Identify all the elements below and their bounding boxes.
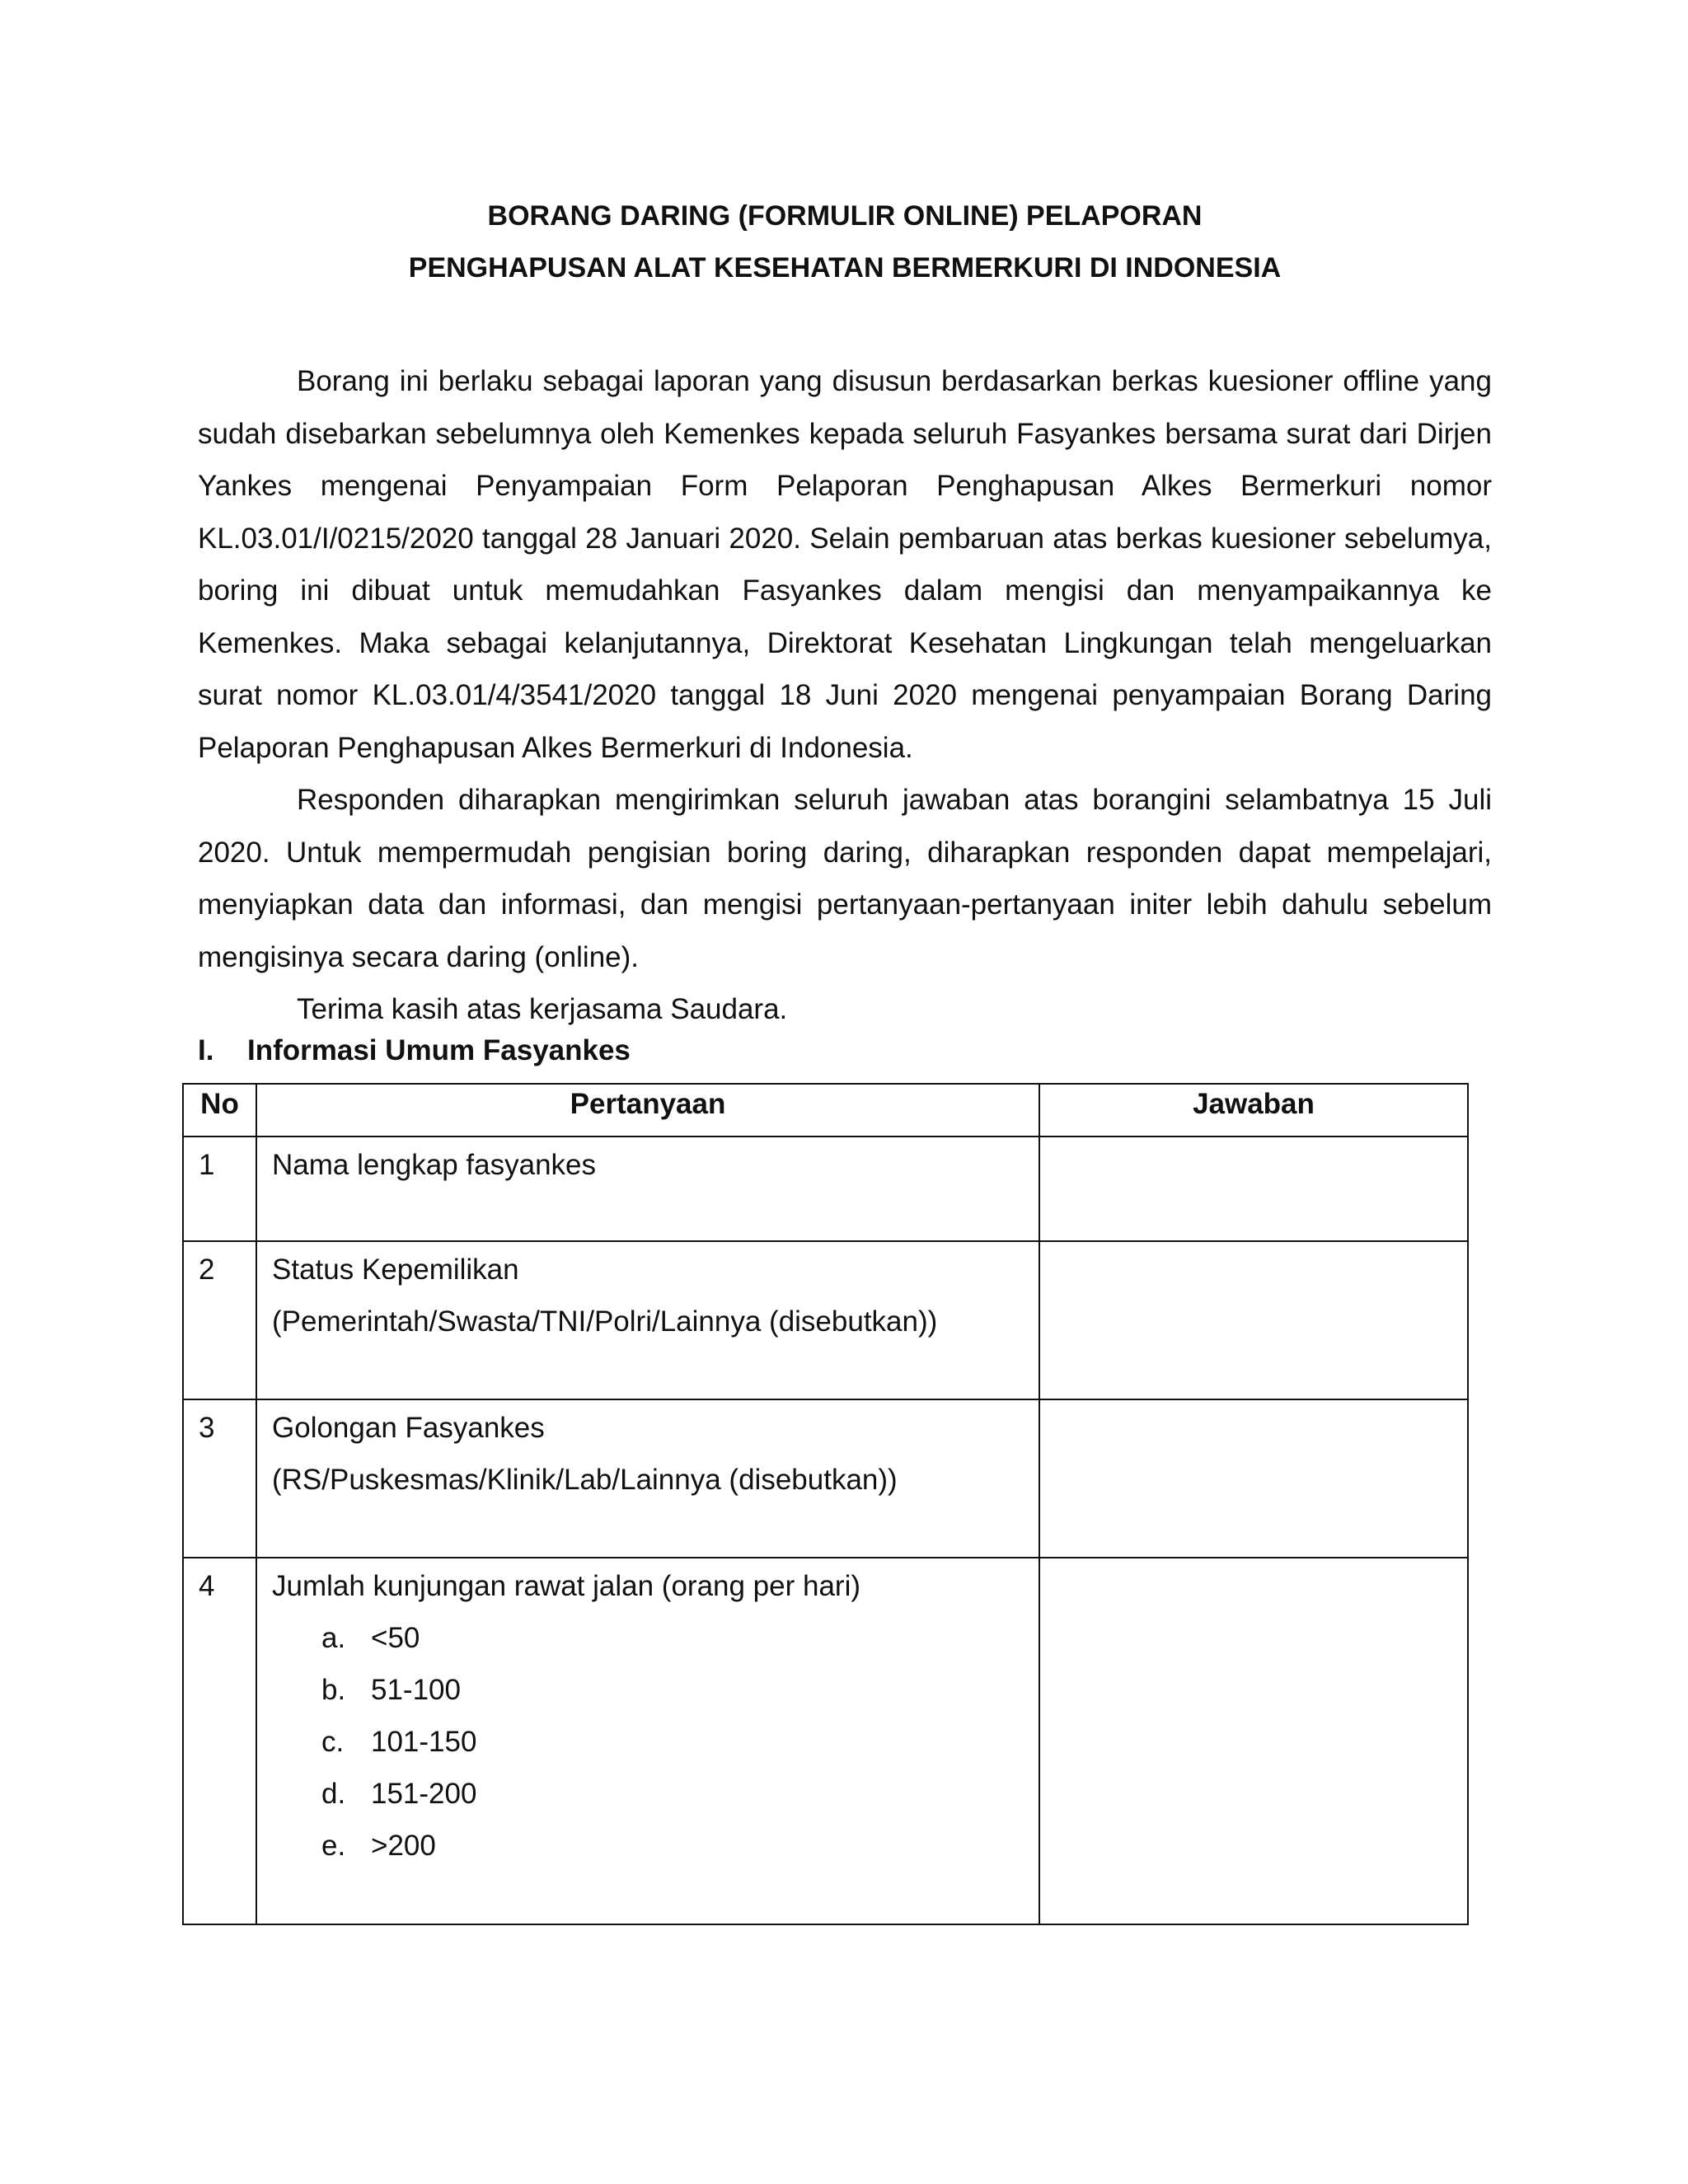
table-row (183, 1137, 1468, 1241)
header-question: Pertanyaan (256, 1084, 1039, 1137)
row-question (256, 1137, 1039, 1241)
section-title: Informasi Umum Fasyankes (247, 1034, 631, 1066)
answer-cell[interactable] (1039, 1137, 1468, 1241)
table-row (183, 1399, 1468, 1558)
intro-text (198, 355, 1492, 1036)
question-text: Status Kepemilikan (272, 1254, 519, 1286)
row-question (256, 1241, 1039, 1399)
list-item (272, 1726, 1039, 1759)
list-item (272, 1674, 1039, 1707)
list-item (272, 1830, 1039, 1863)
intro-paragraph-1: Borang ini berlaku sebagai laporan yang disusun berdasarkan berkas kuesioner offline yang sudah disebarkan sebelumnya oleh Kemenkes kepada seluruh Fasyankes bersama surat dari Dirjen Yankes mengenai Penyampaian Form Pelaporan Penghapusan Alkes Bermerkuri nomor KL.03.01/I/0215/2020 tanggal 28 Januari 2020. Selain pembaruan atas berkas kuesioner sebelumya, boring ini dibuat untuk memudahkan Fasyankes dalam mengisi dan menyampaikannya ke Kemenkes. Maka sebagai kelanjutannya, Direktorat Kesehatan Lingkungan telah mengeluarkan surat nomor KL.03.01/4/3541/2020 tanggal 18 Juni 2020 mengenai penyampaian Borang Daring Pelaporan Penghapusan Alkes Bermerkuri di Indonesia. (198, 365, 1492, 764)
document-title-line-2: PENGHAPUSAN ALAT KESEHATAN BERMERKURI DI INDONESIA (408, 252, 1282, 284)
option-text: >200 (371, 1830, 436, 1862)
question-subtext: (RS/Puskesmas/Klinik/Lab/Lainnya (disebutkan)) (272, 1464, 898, 1496)
table-row (183, 1558, 1468, 1924)
option-text: 51-100 (371, 1674, 461, 1706)
row-number: 3 (183, 1399, 256, 1558)
header-no: No (183, 1084, 256, 1137)
option-letter: d. (321, 1778, 346, 1810)
answer-cell[interactable] (1039, 1399, 1468, 1558)
row-number: 2 (183, 1241, 256, 1399)
option-text: 151-200 (371, 1778, 477, 1810)
row-number: 4 (183, 1558, 256, 1924)
row-question (256, 1558, 1039, 1924)
header-answer: Jawaban (1039, 1084, 1468, 1137)
option-letter: e. (321, 1830, 346, 1862)
list-item (272, 1622, 1039, 1655)
questionnaire-table (182, 1083, 1469, 1925)
answer-cell[interactable] (1039, 1241, 1468, 1399)
table-row (183, 1241, 1468, 1399)
option-letter: a. (321, 1622, 346, 1654)
list-item (272, 1778, 1039, 1811)
question-text: Nama lengkap fasyankes (272, 1149, 596, 1181)
question-subtext: (Pemerintah/Swasta/TNI/Polri/Lainnya (disebutkan)) (272, 1305, 938, 1338)
option-letter: b. (321, 1674, 346, 1706)
option-text: <50 (371, 1622, 420, 1654)
question-text: Jumlah kunjungan rawat jalan (orang per hari) (272, 1570, 861, 1602)
answer-cell[interactable] (1039, 1558, 1468, 1924)
section-heading (198, 1034, 631, 1067)
option-list (272, 1622, 1039, 1863)
question-text: Golongan Fasyankes (272, 1412, 545, 1444)
intro-paragraph-2: Responden diharapkan mengirimkan seluruh jawaban atas borangini selambatnya 15 Juli 2020. Untuk mempermudah pengisian boring daring, diharapkan responden dapat mempelajari, menyiapkan data dan informasi, dan mengisi pertanyaan-pertanyaan initer lebih dahulu sebelum mengisinya secara daring (online). (198, 784, 1492, 973)
row-number: 1 (183, 1137, 256, 1241)
option-letter: c. (321, 1726, 345, 1758)
section-number: I. (198, 1034, 214, 1066)
intro-paragraph-3: Terima kasih atas kerjasama Saudara. (297, 993, 788, 1025)
option-text: 101-150 (371, 1726, 477, 1758)
row-question (256, 1399, 1039, 1558)
document-title-line-1: BORANG DARING (FORMULIR ONLINE) PELAPORAN (487, 200, 1203, 232)
table-header-row (183, 1084, 1468, 1137)
